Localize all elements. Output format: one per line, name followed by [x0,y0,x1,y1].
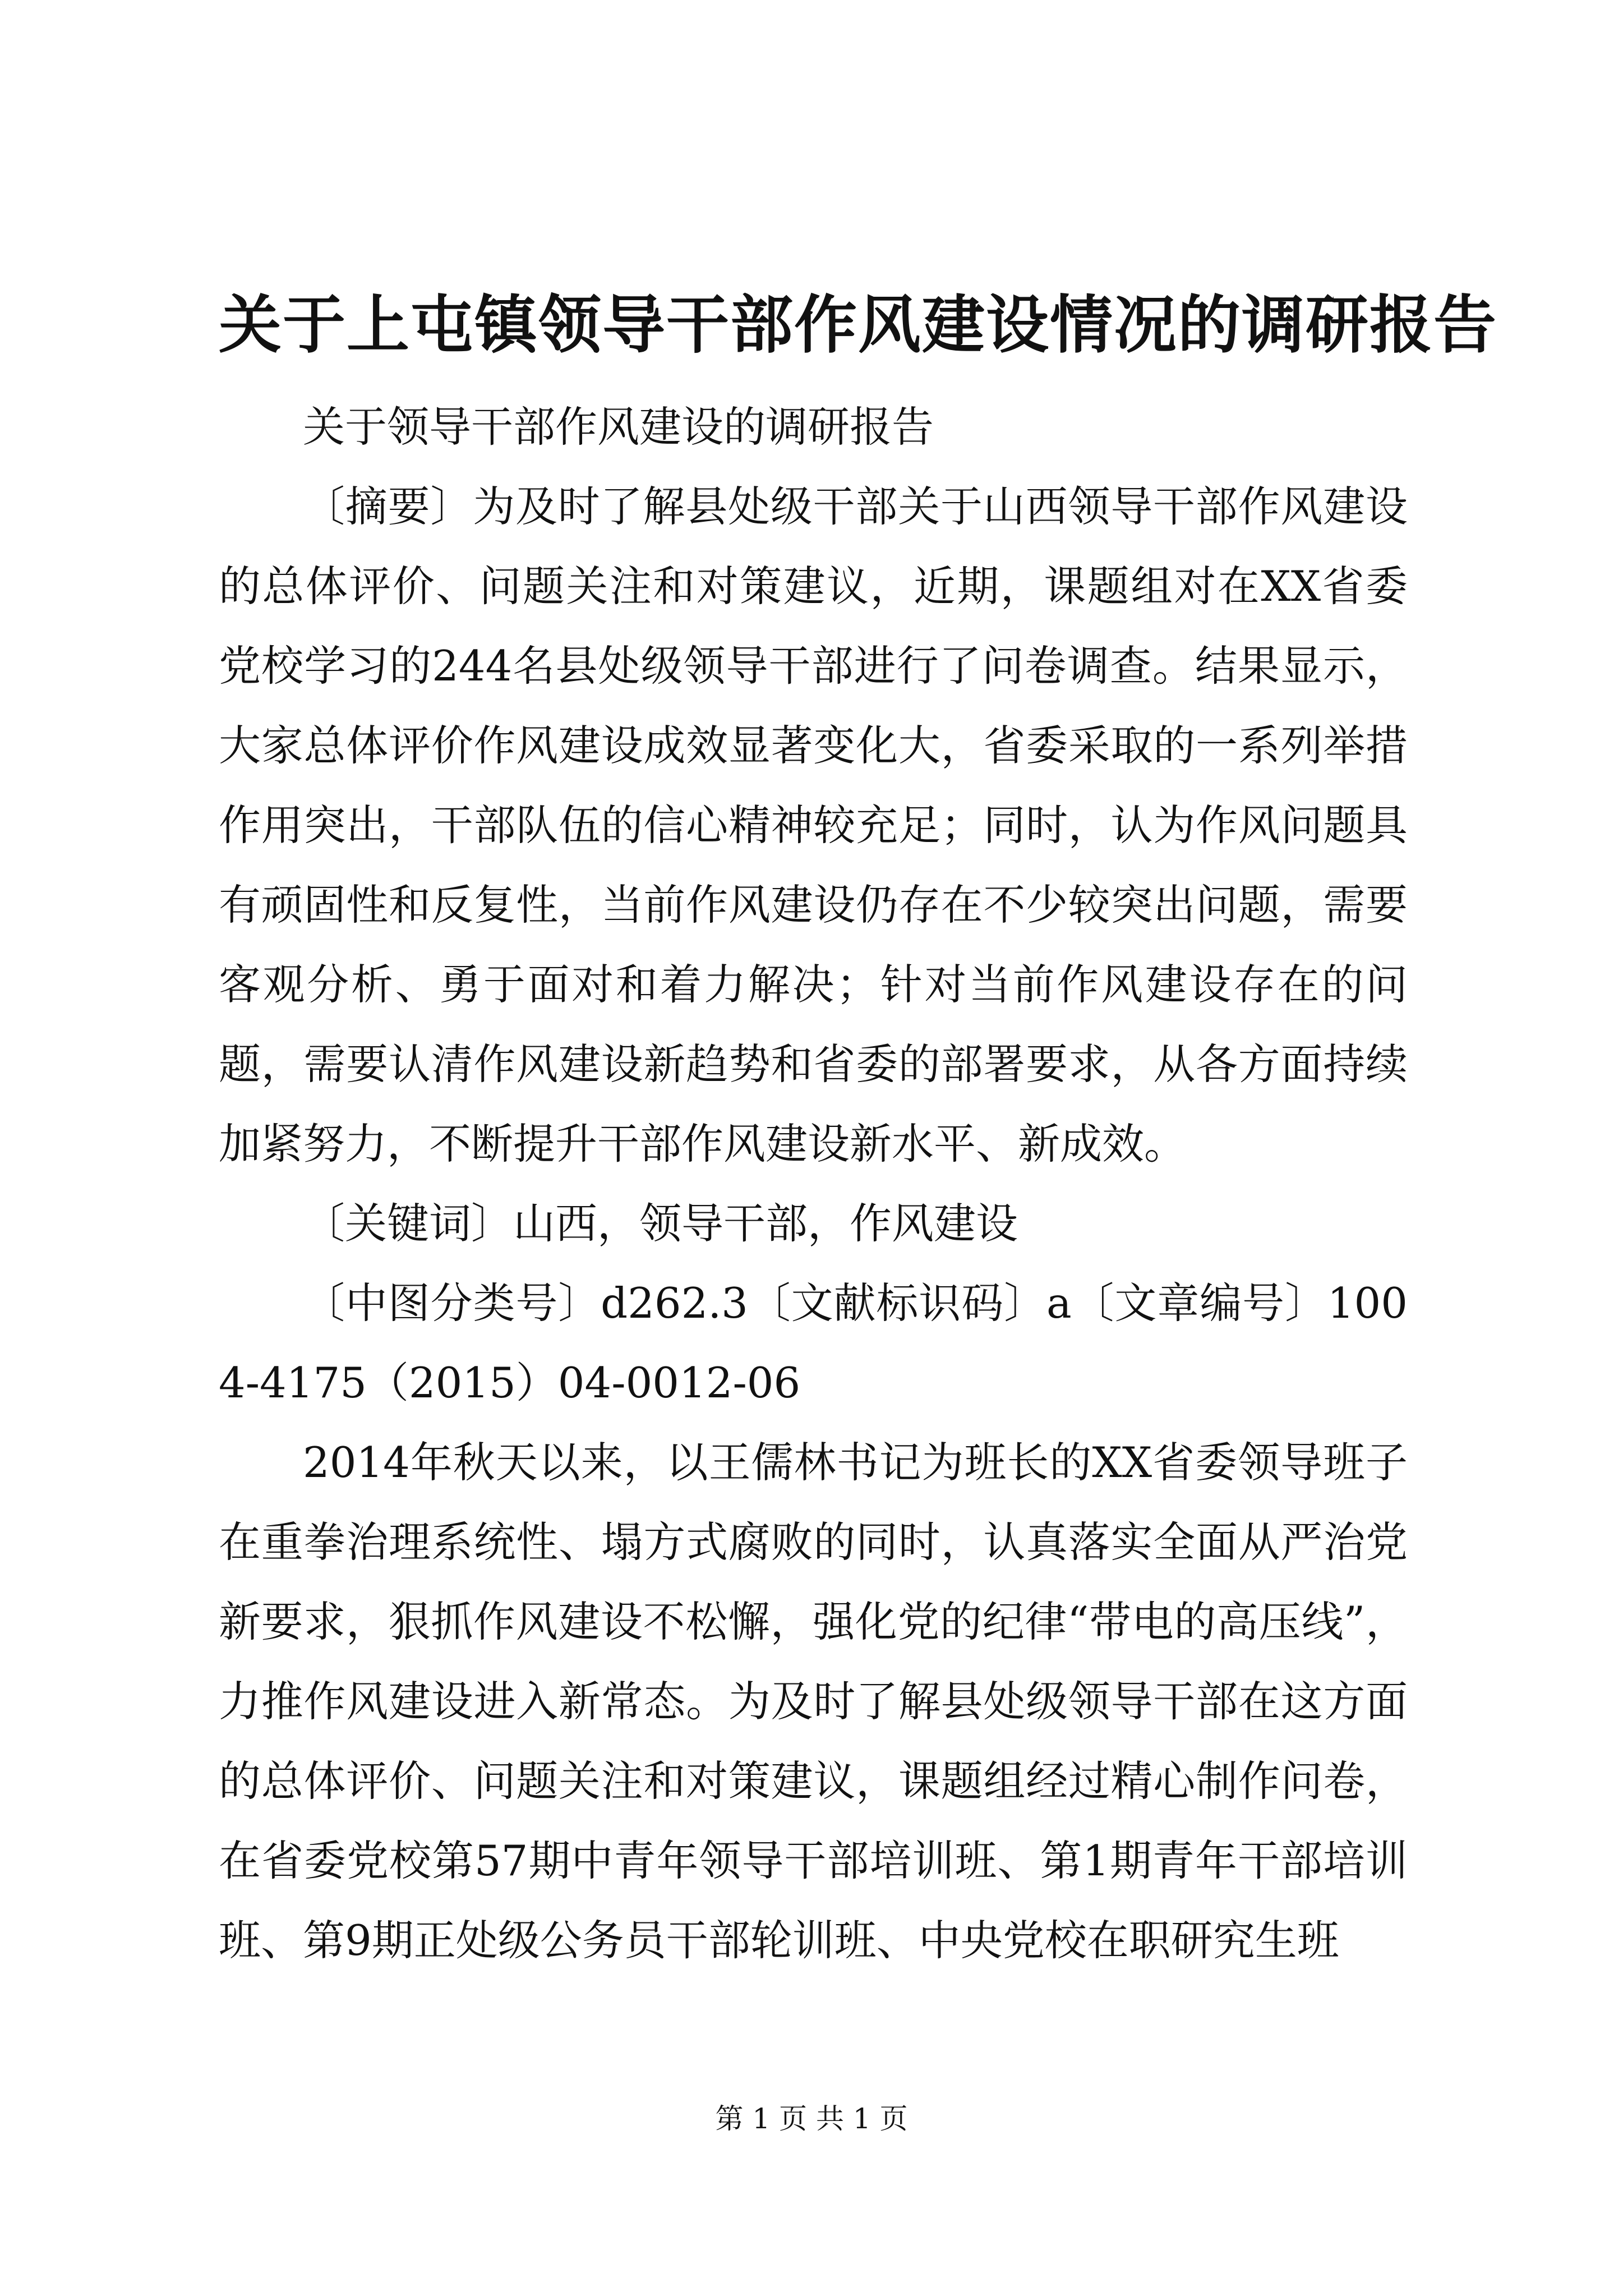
page-footer: 第 1 页 共 1 页 [715,2102,908,2135]
body-paragraph: 2014年秋天以来，以王儒林书记为班长的XX省委领导班子在重拳治理系统性、塌方式腐败的同时，认真落实全面从严治党新要求，狠抓作风建设不松懈，强化党的纪律“带电的高压线”，力推作风建设进入新常态。为及时了解县处级领导干部在这方面的总体评价、问题关注和对策建议，课题组经过精心制作问卷，在省委党校第57期中青年领导干部培训班、第1期青年干部培训班、第9期正处级公务员干部轮训班、中央党校在职研究生班 [219,1438,1408,1965]
classification-paragraph: 〔中图分类号〕d262.3〔文献标识码〕a〔文章编号〕1004-4175（2015）04-0012-06 [219,1278,1408,1407]
document-body [219,387,1408,1980]
abstract-paragraph: 〔摘要〕为及时了解县处级干部关于山西领导干部作风建设的总体评价、问题关注和对策建议，近期，课题组对在XX省委党校学习的244名县处级领导干部进行了问卷调查。结果显示，大家总体评价作风建设成效显著变化大，省委采取的一系列举措作用突出，干部队伍的信心精神较充足；同时，认为作风问题具有顽固性和反复性，当前作风建设仍存在不少较突出问题，需要客观分析、勇于面对和着力解决；针对当前作风建设存在的问题，需要认清作风建设新趋势和省委的部署要求，从各方面持续加紧努力，不断提升干部作风建设新水平、新成效。 [219,482,1408,1168]
document-title: 关于上屯镇领导干部作风建设情况的调研报告 [219,288,1497,362]
subtitle-paragraph: 关于领导干部作风建设的调研报告 [303,402,934,452]
keywords-paragraph: 〔关键词〕山西，领导干部，作风建设 [303,1199,1018,1248]
